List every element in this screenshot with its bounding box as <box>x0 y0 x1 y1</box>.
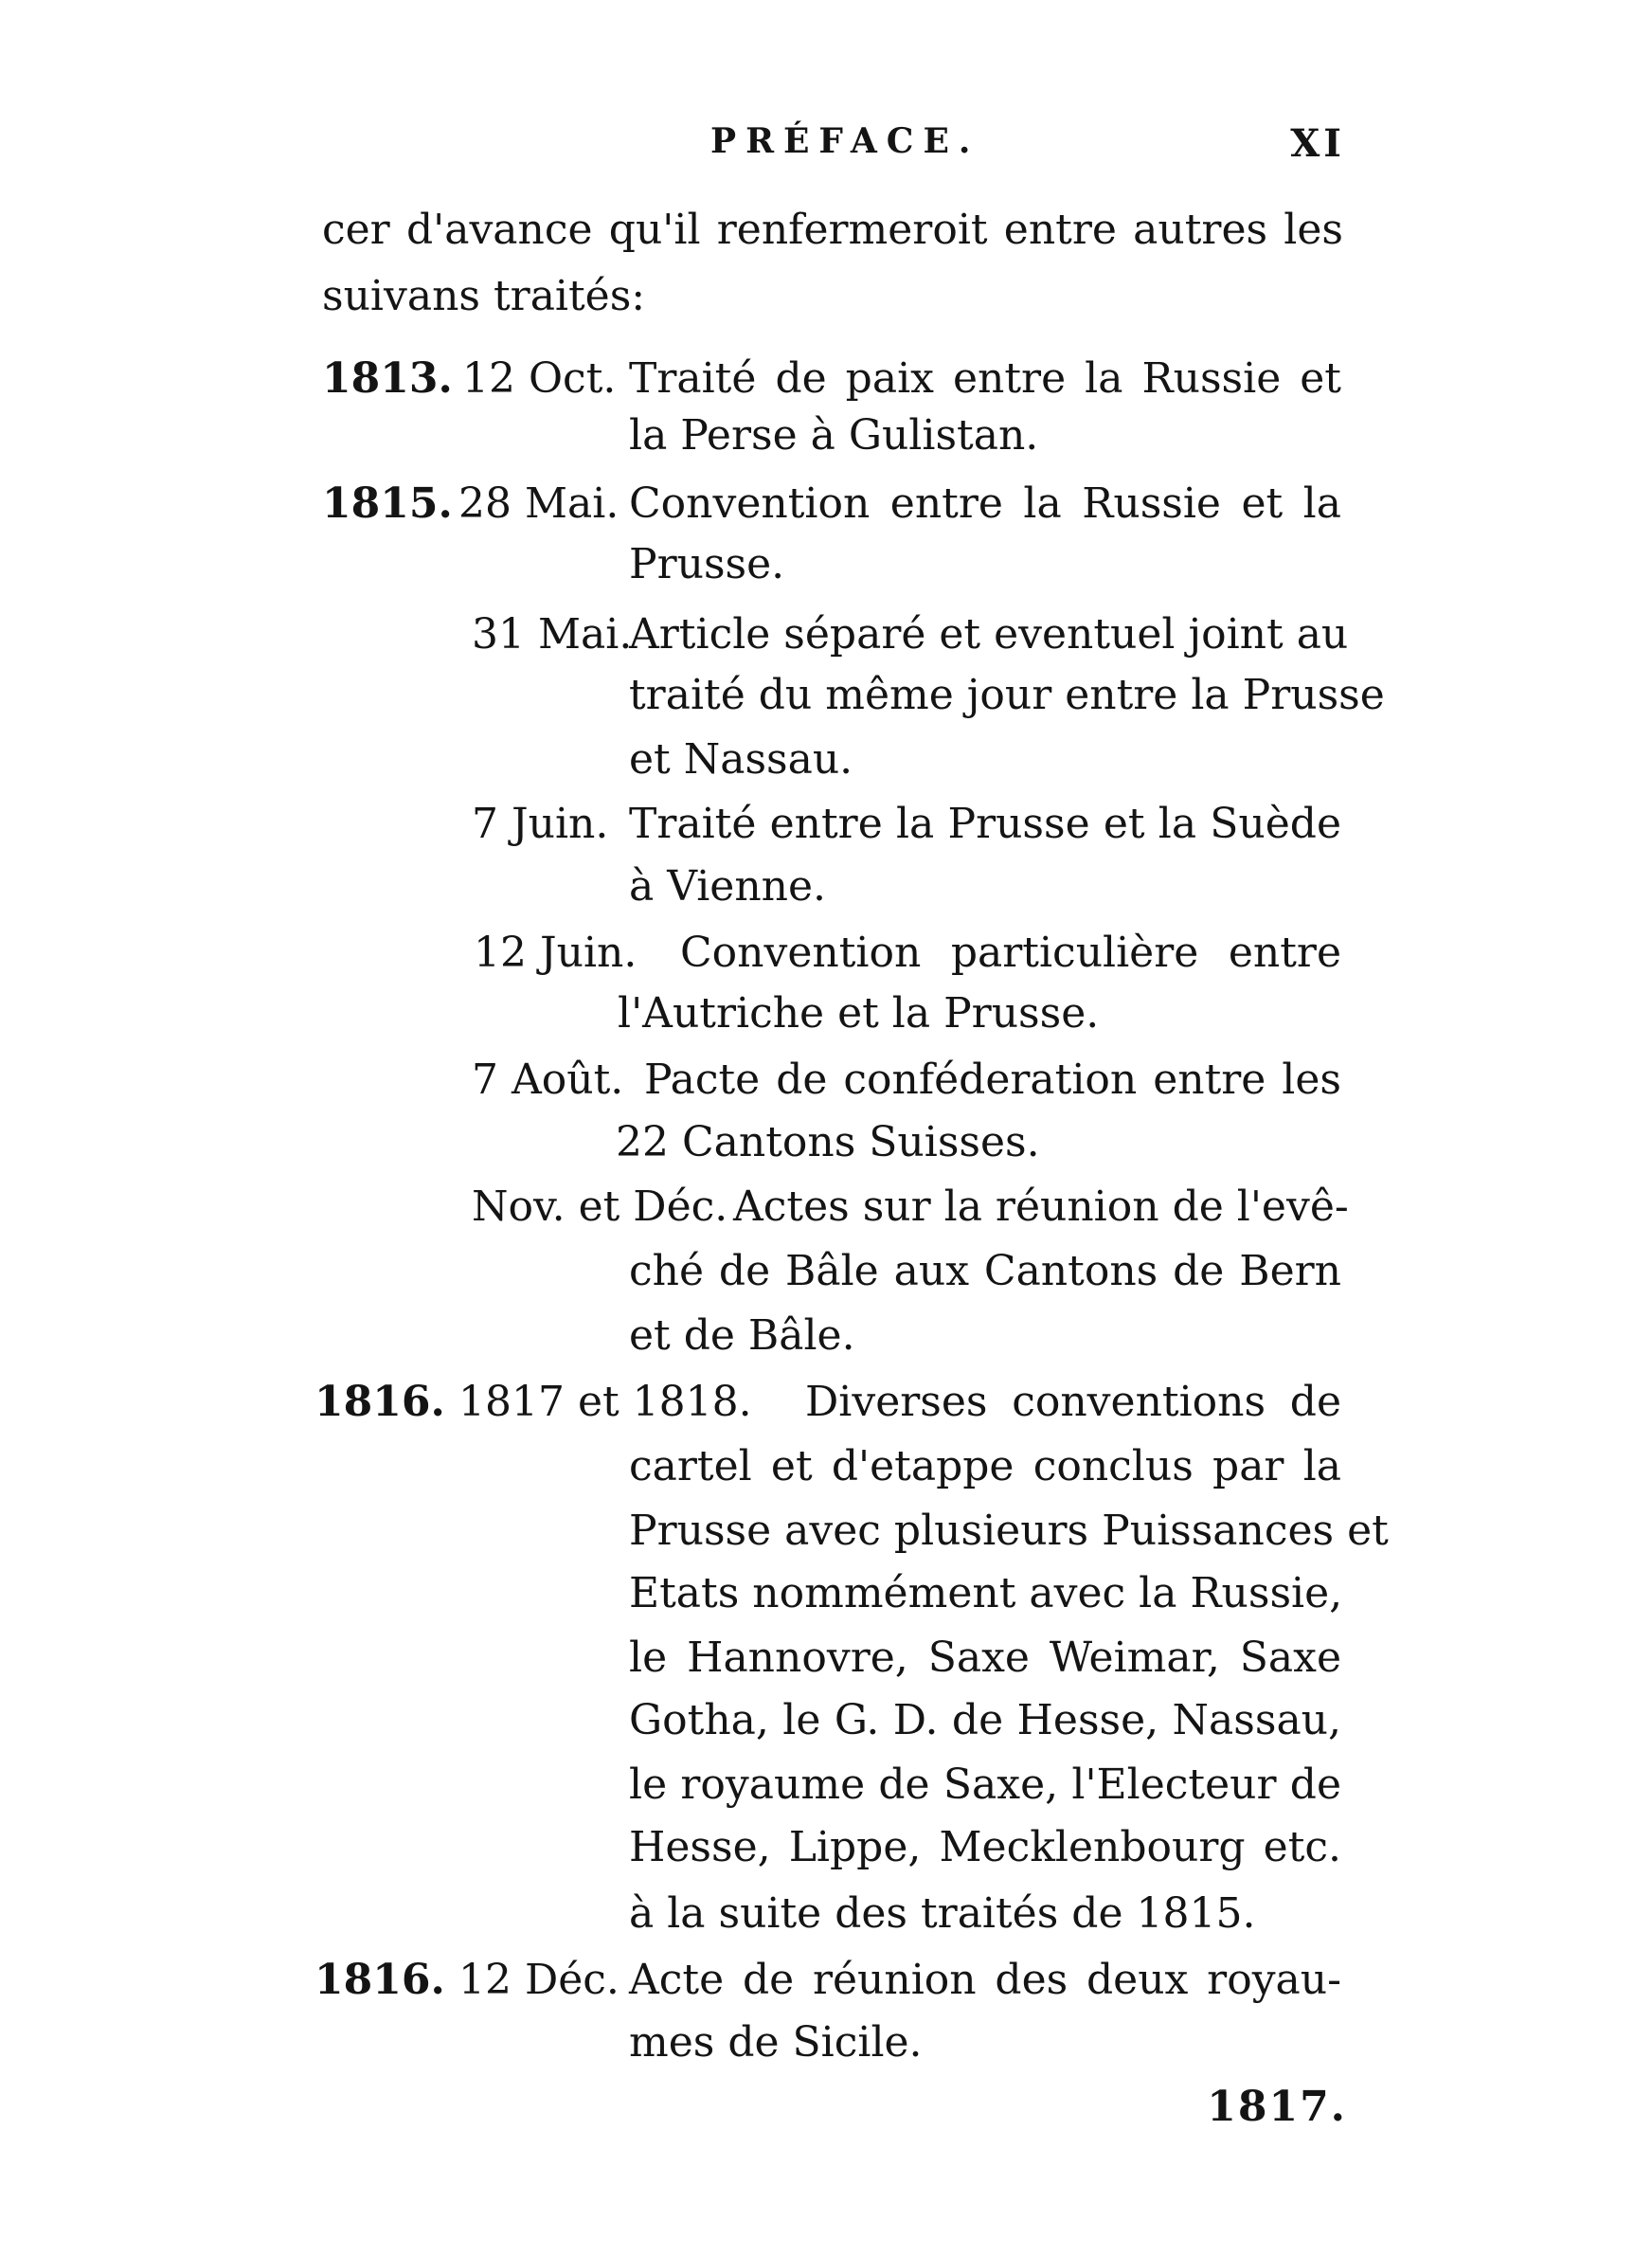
entry-text-line: à Vienne. <box>629 862 827 911</box>
entry-date: 31 Mai. <box>472 610 633 659</box>
entry-date: Nov. et Déc. <box>472 1183 728 1231</box>
running-head: PRÉFACE. <box>710 121 980 161</box>
entry-year: 1816. <box>314 1956 445 2004</box>
entry-year: 1813. <box>322 354 453 403</box>
entry-text-line: le Hannovre, Saxe Weimar, Saxe <box>629 1634 1341 1682</box>
entry-date: 7 Août. <box>472 1056 624 1104</box>
page-header <box>313 112 1345 178</box>
entry-text-line: Diverses conventions de <box>805 1378 1341 1426</box>
entry-text-line: l'Autriche et la Prusse. <box>618 989 1100 1038</box>
entry-text-line: Acte de réunion des deux royau- <box>629 1956 1341 2004</box>
entry-text-line: Pacte de conféderation entre les <box>644 1056 1341 1104</box>
entry-date: 1817 et 1818. <box>458 1378 752 1426</box>
entry-text-line: Traité de paix entre la Russie et <box>629 354 1341 403</box>
entry-year: 1815. <box>322 479 453 528</box>
entry-date: 28 Mai. <box>458 479 620 528</box>
entry-text-line: Prusse. <box>629 540 785 588</box>
entry-text-line: Etats nommément avec la Russie, <box>629 1569 1343 1617</box>
entry-text-line: le royaume de Saxe, l'Electeur de <box>629 1760 1341 1809</box>
entry-date: 7 Juin. <box>472 800 609 848</box>
entry-text-line: cartel et d'etappe conclus par la <box>629 1442 1341 1490</box>
page-number: XI <box>1290 121 1345 166</box>
entry-year: 1816. <box>314 1378 445 1426</box>
entry-text-line: Actes sur la réunion de l'evê- <box>733 1183 1349 1231</box>
entry-date: 12 Juin. <box>474 929 637 977</box>
entry-date: 12 Oct. <box>462 354 617 403</box>
entry-text-line: Hesse, Lippe, Mecklenbourg etc. <box>629 1823 1341 1871</box>
intro-line-1: cer d'avance qu'il renfermeroit entre autres les <box>322 206 1343 254</box>
entry-text-line: Article séparé et eventuel joint au <box>629 610 1349 659</box>
entry-text-line: Gotha, le G. D. de Hesse, Nassau, <box>629 1696 1341 1744</box>
entry-text-line: Convention entre la Russie et la <box>629 479 1341 528</box>
entry-text-line: à la suite des traités de 1815. <box>629 1889 1256 1938</box>
entry-text-line: Traité entre la Prusse et la Suède <box>629 800 1341 848</box>
entry-text-line: traité du même jour entre la Prusse <box>629 671 1385 719</box>
entry-text-line: et de Bâle. <box>629 1311 855 1360</box>
entry-date: 12 Déc. <box>458 1956 620 2004</box>
intro-line-2: suivans traités: <box>322 272 646 320</box>
entry-text-line: ché de Bâle aux Cantons de Bern <box>629 1247 1341 1295</box>
entry-text-line: et Nassau. <box>629 735 853 784</box>
entry-text-line: 22 Cantons Suisses. <box>616 1118 1040 1166</box>
catchword: 1817. <box>1207 2083 1347 2131</box>
entry-text-line: Convention particulière entre <box>680 929 1341 977</box>
entry-text-line: Prusse avec plusieurs Puissances et <box>629 1507 1389 1555</box>
entry-text-line: la Perse à Gulistan. <box>629 411 1039 460</box>
entry-text-line: mes de Sicile. <box>629 2018 923 2067</box>
